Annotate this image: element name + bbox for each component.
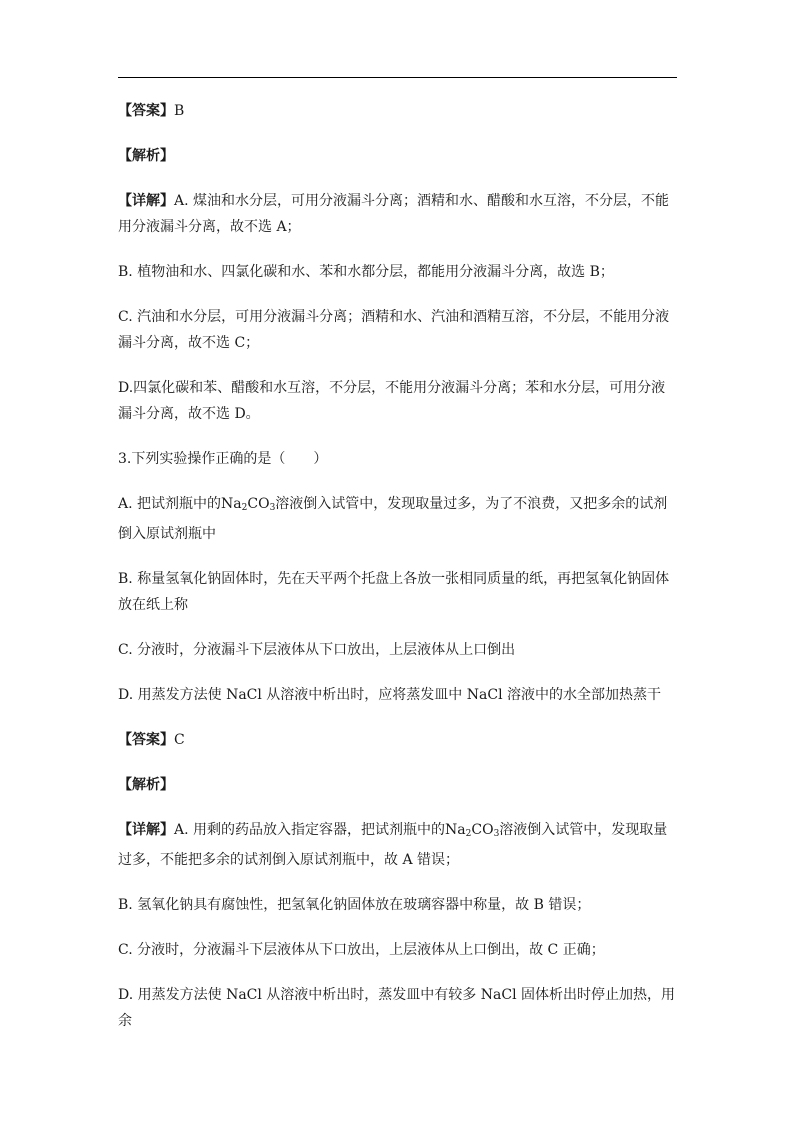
- q2-detail-b: B. 植物油和水、四氯化碳和水、苯和水都分层，都能用分液漏斗分离，故选 B；: [118, 264, 614, 280]
- q3-detail-a: [118, 817, 678, 873]
- chem-sub-3: 3: [493, 829, 500, 839]
- q2-detail-d: D.四氯化碳和苯、醋酸和水互溶，不分层，不能用分液漏斗分离；苯和水分层，可用分液漏斗分离，故不选 D。: [118, 380, 666, 422]
- answer-value: B: [174, 103, 185, 119]
- option-a-suffix: 溶液倒入试管中，发现取量过多，为了不浪费，又把多余的试剂倒入原试剂瓶中: [118, 496, 668, 542]
- q3-option-b: B. 称量氢氧化钠固体时，先在天平两个托盘上各放一张相同质量的纸，再把氢氧化钠固体放在纸上称: [118, 571, 670, 613]
- q2-detail-a: [118, 188, 678, 240]
- q3-detail-d: D. 用蒸发方法使 NaCl 从溶液中析出时，蒸发皿中有较多 NaCl 固体析出时停止加热，用余: [118, 987, 675, 1029]
- q2-answer: [118, 98, 678, 124]
- q3-answer: [118, 727, 678, 753]
- answer-label: 【答案】: [118, 103, 174, 119]
- answer-label: 【答案】: [118, 732, 174, 748]
- q2-analysis: [118, 143, 678, 169]
- header-rule: [118, 77, 677, 78]
- chem-sub-2: 2: [465, 829, 472, 839]
- chem-sub-2: 2: [241, 503, 248, 513]
- chem-sub-3: 3: [269, 503, 276, 513]
- q3-option-a: [118, 491, 678, 547]
- detail-a-suffix: 溶液倒入试管中，发现取量过多，不能把多余的试剂倒入原试剂瓶中，故 A 错误；: [118, 822, 668, 868]
- answer-value: C: [174, 732, 185, 748]
- analysis-label: 【解析】: [118, 148, 174, 164]
- detail-label: 【详解】: [118, 822, 174, 838]
- detail-text: A. 煤油和水分层，可用分液漏斗分离；酒精和水、醋酸和水互溶，不分层，不能用分液漏斗分离，故不选 A；: [118, 193, 670, 235]
- q3-analysis: [118, 772, 678, 798]
- chem-na: Na: [445, 822, 466, 838]
- q3-detail-b: B. 氢氧化钠具有腐蚀性，把氢氧化钠固体放在玻璃容器中称量，故 B 错误；: [118, 897, 591, 913]
- q3-option-c: C. 分液时，分液漏斗下层液体从下口放出，上层液体从上口倒出: [118, 642, 516, 658]
- detail-label: 【详解】: [118, 193, 174, 209]
- option-a-prefix: A. 把试剂瓶中的: [118, 496, 222, 512]
- q2-detail-c: C. 汽油和水分层，可用分液漏斗分离；酒精和水、汽油和酒精互溶，不分层，不能用分液漏斗分离，故不选 C；: [118, 309, 670, 351]
- chem-co: CO: [247, 496, 270, 512]
- chem-na: Na: [221, 496, 242, 512]
- q3-stem: 3.下列实验操作正确的是（ ）: [118, 451, 328, 467]
- detail-a-prefix: A. 用剩的药品放入指定容器，把试剂瓶中的: [174, 822, 446, 838]
- q3-detail-c: C. 分液时，分液漏斗下层液体从下口放出，上层液体从上口倒出，故 C 正确；: [118, 942, 605, 958]
- chem-co: CO: [471, 822, 494, 838]
- analysis-label: 【解析】: [118, 777, 174, 793]
- q3-option-d: D. 用蒸发方法使 NaCl 从溶液中析出时，应将蒸发皿中 NaCl 溶液中的水全部加热蒸干: [118, 687, 661, 703]
- page-content: [118, 98, 678, 1053]
